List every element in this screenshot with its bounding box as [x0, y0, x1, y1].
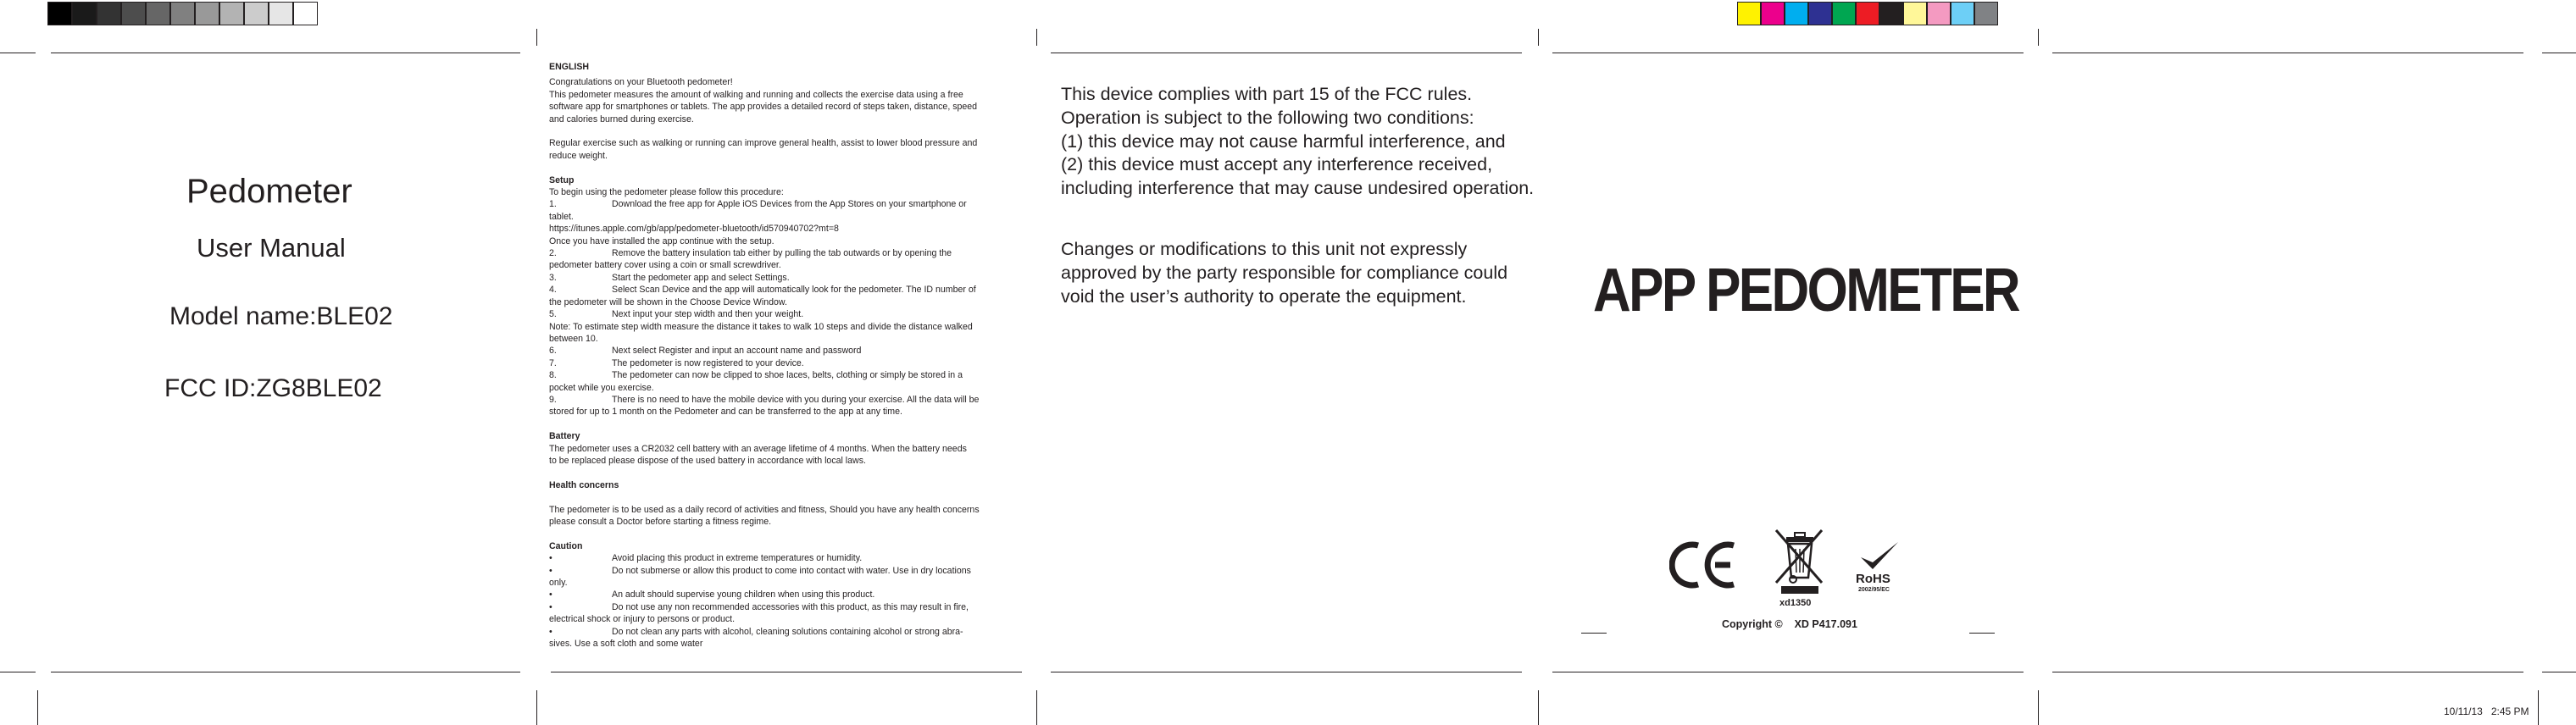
manual-body	[549, 76, 1024, 650]
step-number: •	[549, 626, 552, 637]
copyright-rule-left	[1581, 633, 1607, 634]
section-heading: Caution	[549, 540, 583, 551]
fcc-line: Operation is subject to the following two conditions:	[1061, 107, 1474, 128]
body-line: sives. Use a soft cloth and some water	[549, 639, 703, 649]
color-swatch	[1737, 2, 1761, 25]
numbered-step	[549, 552, 1024, 564]
body-line: electrical shock or injury to persons or product.	[549, 614, 736, 625]
body-line: stored for up to 1 month on the Pedometer and can be transferred to the app at any time.	[549, 407, 902, 418]
step-number: 5.	[549, 309, 557, 320]
cover-subtitle: User Manual	[197, 233, 346, 263]
color-swatch	[1808, 2, 1832, 25]
step-text: Next select Register and input an account name and password	[612, 346, 862, 357]
step-text: There is no need to have the mobile device with you during your exercise. All the data will be	[612, 394, 980, 405]
body-line: tablet.	[549, 211, 574, 222]
body-line: reduce weight.	[549, 150, 608, 161]
color-swatch	[1879, 2, 1903, 25]
weee-bin-icon	[1769, 525, 1829, 595]
fcc-line: approved by the party responsible for compliance could	[1061, 262, 1508, 283]
body-line: to be replaced please dispose of the used battery in accordance with local laws.	[549, 455, 866, 466]
body-line: This pedometer measures the amount of walking and running and collects the exercise data using a free	[549, 89, 963, 100]
color-swatch	[1832, 2, 1856, 25]
step-number: 2.	[549, 248, 557, 259]
color-swatch	[1785, 2, 1808, 25]
numbered-step	[549, 272, 1024, 284]
body-line: Congratulations on your Bluetooth pedometer!	[549, 77, 733, 88]
step-text: The pedometer can now be clipped to shoe laces, belts, clothing or simply be stored in a	[612, 370, 963, 381]
color-swatch	[1927, 2, 1951, 25]
body-line: and calories burned during exercise.	[549, 113, 694, 125]
step-number: 6.	[549, 346, 557, 357]
numbered-step	[549, 284, 1024, 296]
numbered-step	[549, 565, 1024, 577]
paragraph-gap	[549, 418, 1024, 430]
color-swatch	[1856, 2, 1879, 25]
step-number: 9.	[549, 394, 557, 405]
numbered-step	[549, 308, 1024, 320]
step-number: •	[549, 565, 552, 576]
paragraph-gap	[549, 491, 1024, 503]
body-line: only.	[549, 577, 568, 588]
fcc-line: (2) this device must accept any interference received,	[1061, 154, 1493, 175]
model-name: Model name:BLE02	[169, 302, 393, 330]
paragraph-gap	[549, 162, 1024, 174]
paragraph-gap	[549, 528, 1024, 540]
step-number: •	[549, 589, 552, 600]
paragraph-gap	[549, 467, 1024, 479]
numbered-step	[549, 589, 1024, 600]
copyright-line: Copyright © XD P417.091	[1722, 618, 1857, 630]
rohs-directive: 2002/95/EC	[1858, 587, 1890, 593]
fcc-line: including interference that may cause undesired operation.	[1061, 178, 1535, 199]
section-heading: Battery	[549, 431, 580, 442]
color-swatch	[1974, 2, 1998, 25]
body-line: please consult a Doctor before starting a fitness regime.	[549, 516, 772, 527]
color-swatch	[1951, 2, 1974, 25]
color-swatch	[1903, 2, 1927, 25]
numbered-step	[549, 394, 1024, 406]
copyright-rule-right	[1969, 633, 1995, 634]
step-text: Do not submerse or allow this product to come into contact with water. Use in dry locations	[612, 565, 971, 576]
numbered-step	[549, 626, 1024, 638]
fcc-id: FCC ID:ZG8BLE02	[164, 374, 382, 402]
step-number: 3.	[549, 272, 557, 283]
step-text: Remove the battery insulation tab either by pulling the tab outwards or by opening the	[612, 248, 952, 259]
body-line: https://itunes.apple.com/gb/app/pedometer-bluetooth/id570940702?mt=8	[549, 224, 839, 235]
step-text: Next input your step width and then your weight.	[612, 309, 804, 320]
body-line: Regular exercise such as walking or running can improve general health, assist to lower blood pressure and	[549, 138, 978, 149]
step-text: An adult should supervise young children when using this product.	[612, 589, 875, 600]
fcc-line: Changes or modifications to this unit not expressly	[1061, 239, 1468, 259]
fcc-statement	[1061, 83, 1569, 201]
step-number: 4.	[549, 285, 557, 296]
print-timestamp: 10/11/13 2:45 PM	[2444, 706, 2529, 717]
step-text: Select Scan Device and the app will automatically look for the pedometer. The ID number of	[612, 285, 976, 296]
body-line: software app for smartphones or tablets. The app provides a detailed record of steps taken, distance, speed	[549, 102, 978, 113]
body-line: The pedometer is to be used as a daily record of activities and fitness, Should you have any health concerns	[549, 504, 980, 515]
body-line: the pedometer will be shown in the Choose Device Window.	[549, 296, 787, 307]
section-heading: Setup	[549, 174, 575, 185]
weee-code: xd1350	[1779, 598, 1812, 608]
step-text: Do not clean any parts with alcohol, cleaning solutions containing alcohol or strong abra-	[612, 626, 963, 637]
fcc-modification-warning	[1061, 238, 1569, 308]
language-heading: ENGLISH	[549, 62, 590, 72]
body-line: between 10.	[549, 333, 598, 344]
fcc-line: (1) this device may not cause harmful interference, and	[1061, 130, 1506, 152]
rohs-label: RoHS	[1856, 572, 1890, 586]
cmyk-color-bar	[0, 0, 2576, 27]
body-line: pocket while you exercise.	[549, 382, 654, 393]
step-number: •	[549, 601, 552, 612]
step-text: Download the free app for Apple iOS Devices from the App Stores on your smartphone or	[612, 199, 967, 210]
color-swatch	[1761, 2, 1785, 25]
product-title: APP PEDOMETER	[1593, 257, 2019, 324]
fcc-line: This device complies with part 15 of the FCC rules.	[1061, 84, 1473, 104]
step-number: •	[549, 553, 552, 564]
body-line: To begin using the pedometer please follow this procedure:	[549, 187, 784, 198]
step-number: 8.	[549, 370, 557, 381]
numbered-step	[549, 357, 1024, 369]
numbered-step	[549, 601, 1024, 613]
numbered-step	[549, 369, 1024, 381]
fcc-line: void the user’s authority to operate the equipment.	[1061, 285, 1467, 307]
step-text: Start the pedometer app and select Settings.	[612, 272, 790, 283]
step-number: 1.	[549, 199, 557, 210]
cover-title: Pedometer	[186, 173, 353, 210]
body-line: Note: To estimate step width measure the distance it takes to walk 10 steps and divide the distance walked	[549, 321, 973, 332]
manual-text-column	[549, 61, 1024, 650]
numbered-step	[549, 198, 1024, 210]
body-line: pedometer battery cover using a coin or small screwdriver.	[549, 260, 781, 271]
section-heading: Health concerns	[549, 479, 619, 490]
step-text: Avoid placing this product in extreme temperatures or humidity.	[612, 553, 863, 564]
rohs-check-icon	[1854, 539, 1901, 576]
body-line: The pedometer uses a CR2032 cell battery with an average lifetime of 4 months. When the battery needs	[549, 443, 967, 454]
paragraph-gap	[549, 125, 1024, 137]
numbered-step	[549, 345, 1024, 357]
body-line: Once you have installed the app continue with the setup.	[549, 235, 774, 246]
step-text: The pedometer is now registered to your device.	[612, 357, 804, 368]
step-text: Do not use any non recommended accessories with this product, as this may result in fire,	[612, 601, 969, 612]
ce-mark-icon	[1669, 537, 1740, 593]
step-number: 7.	[549, 357, 557, 368]
numbered-step	[549, 247, 1024, 259]
